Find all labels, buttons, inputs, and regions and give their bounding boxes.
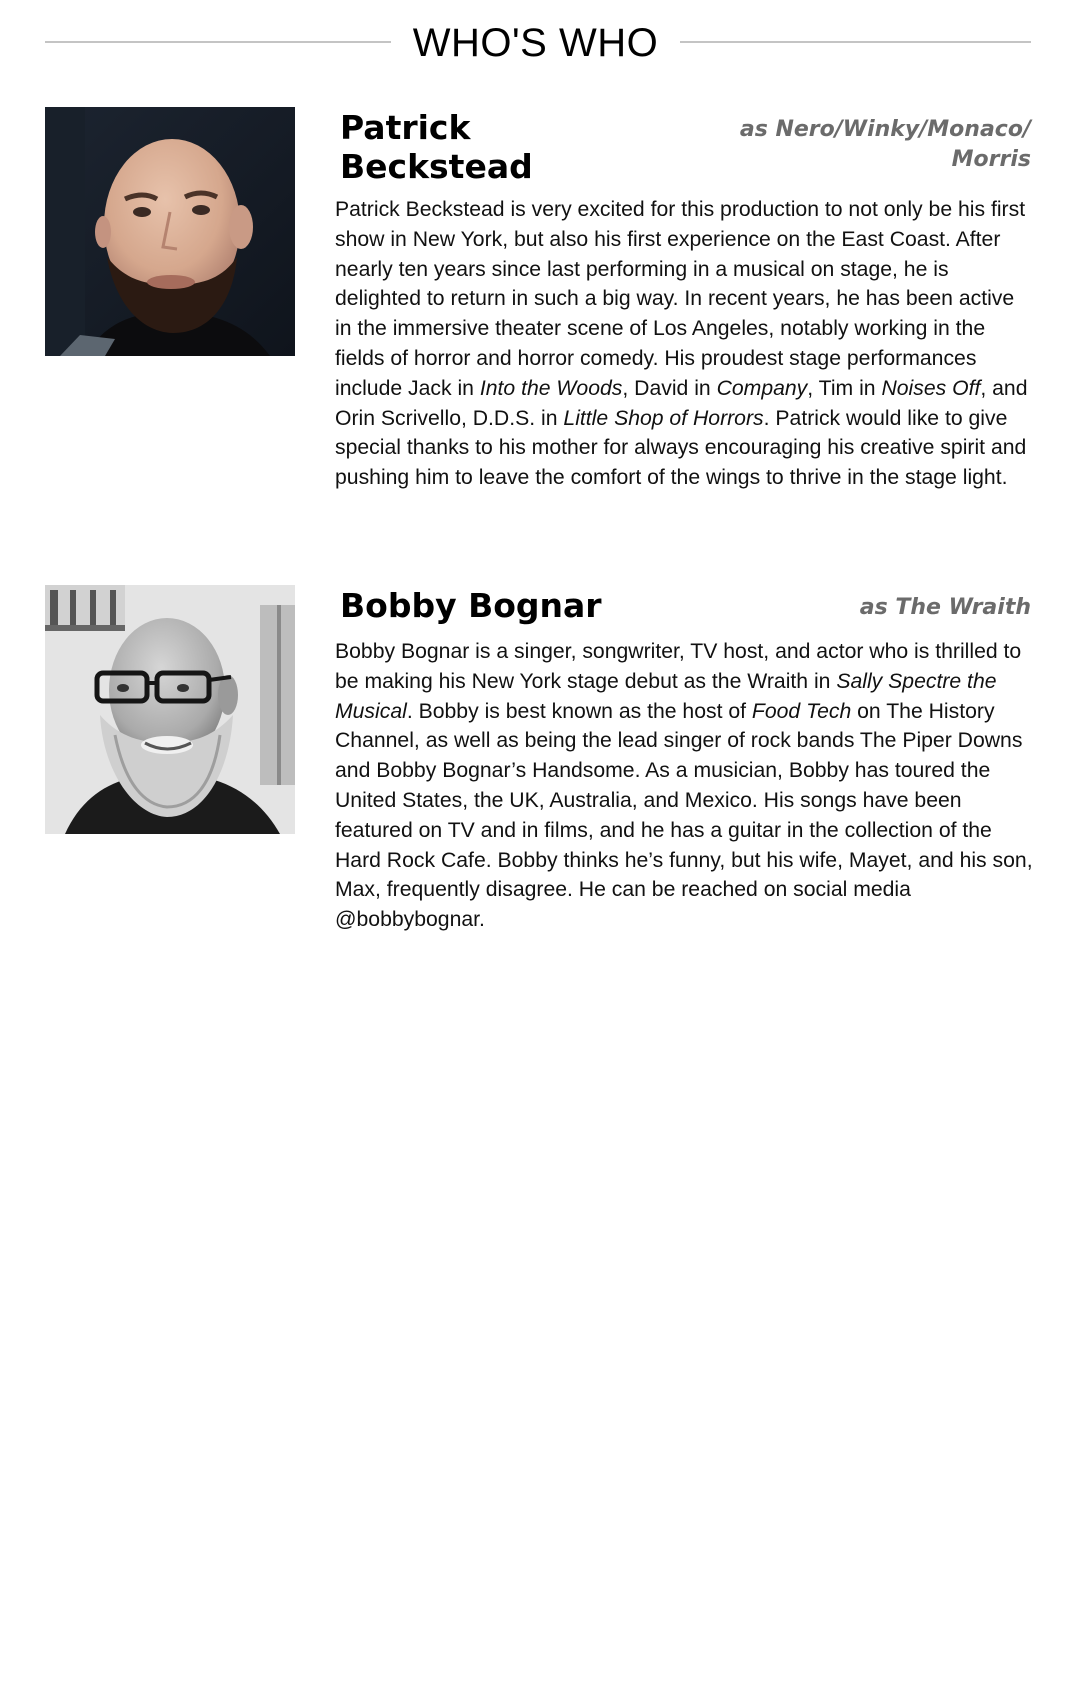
show-title: Sally Spectre the Musical bbox=[335, 669, 997, 723]
portrait-photo-bald-bearded-man bbox=[45, 107, 295, 356]
show-title: Into the Woods bbox=[479, 376, 623, 400]
bio-text: , David in bbox=[622, 376, 717, 400]
bio-text: . Bobby is best known as the host of bbox=[406, 699, 752, 723]
header-rule-right bbox=[680, 41, 1031, 43]
performer-name: Patrick Beckstead bbox=[340, 108, 533, 186]
portrait-photo-bearded-man-glasses-bw bbox=[45, 585, 295, 834]
bio-text: , and Orin Scrivello, D.D.S. in bbox=[335, 376, 1028, 430]
bio-text: , Tim in bbox=[807, 376, 882, 400]
page-header bbox=[45, 18, 1031, 68]
bio-paragraph bbox=[335, 195, 1035, 493]
show-title: Little Shop of Horrors bbox=[563, 406, 764, 430]
bio-text: Patrick Beckstead is very excited for this production to not only be his first show in New York, but also his first experience on the East Coast. After nearly ten years since last performing in a musical on stage, he is delighted to return in such a big way. In recent years, he has been active in the immersive theater scene of Los Angeles, notably working in the fields of horror and horror comedy. His proudest stage performances include Jack in bbox=[335, 198, 1026, 400]
bio-text: on The History Channel, as well as being the lead singer of rock bands The Piper Downs and Bobby Bognar’s Handsome. As a musician, Bobby has toured the United States, the UK, Australia, and Mexico. His songs have been featured on TV and in films, and he has a guitar in the collection of the Hard Rock Cafe. Bobby thinks he’s funny, but his wife, Mayet, and his son, Max, frequently disagree. He can be reached on social media @bobbybognar. bbox=[335, 699, 1033, 932]
bio-text: . Patrick would like to give special thanks to his mother for always encouraging his creative spirit and pushing him to leave the comfort of the wings to thrive in the stage light. bbox=[335, 406, 1027, 490]
role-credit: as The Wraith bbox=[859, 595, 1031, 620]
show-title: Food Tech bbox=[751, 699, 852, 723]
show-title: Company bbox=[716, 376, 808, 400]
page-title: WHO'S WHO bbox=[412, 21, 659, 65]
bio-paragraph bbox=[335, 637, 1035, 935]
headshot-photo bbox=[45, 585, 295, 834]
role-credit: as Nero/Winky/Monaco/ Morris bbox=[739, 117, 1031, 172]
bio-text: Bobby Bognar is a singer, songwriter, TV host, and actor who is thrilled to be making his New York stage debut as the Wraith in bbox=[335, 640, 1022, 693]
performer-name: Bobby Bognar bbox=[340, 586, 602, 625]
header-rule-left bbox=[45, 41, 391, 43]
headshot-photo bbox=[45, 107, 295, 356]
show-title: Noises Off bbox=[881, 376, 981, 400]
